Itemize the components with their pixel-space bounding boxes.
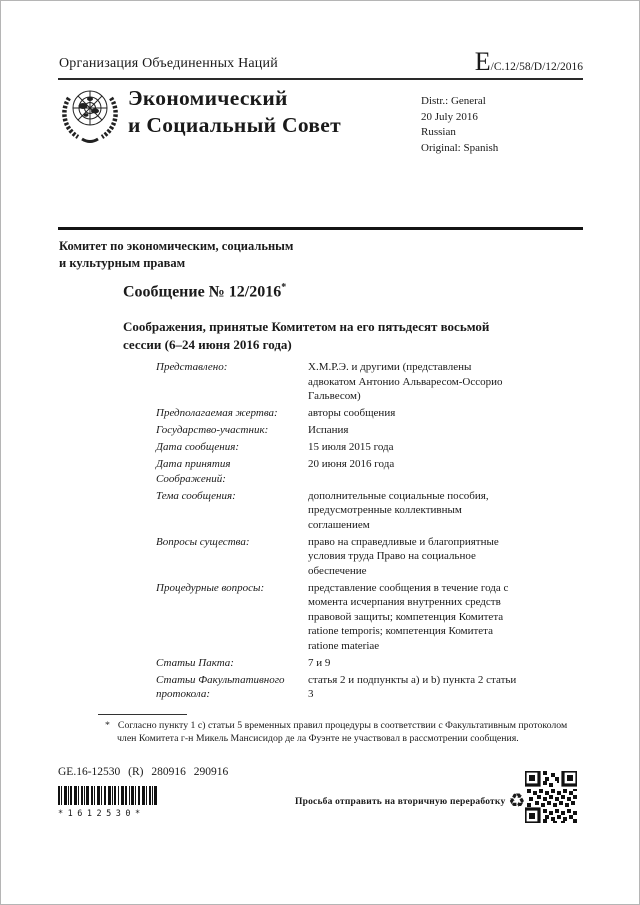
barcode-label: *1612530* (58, 809, 145, 819)
detail-value: авторы сообщения (308, 407, 396, 419)
communication-heading (123, 282, 286, 301)
table-row (156, 440, 576, 455)
recycle-icon: ♻ (508, 790, 526, 812)
detail-label: Представлено: (156, 361, 228, 373)
detail-value: Х.М.Р.Э. и другими (представлены адвокатом Антонио Альваресом-Оссорио Гальвесом) (308, 361, 503, 402)
barcode-bars (58, 786, 158, 805)
table-row (156, 457, 576, 486)
table-row (156, 535, 576, 579)
detail-value: дополнительные социальные пособия, предусмотренные коллективным соглашением (308, 489, 489, 531)
detail-label: Государство-участник: (156, 424, 269, 436)
detail-label: Статьи Пакта: (156, 656, 234, 669)
detail-value: Испания (308, 424, 349, 436)
detail-label: Дата сообщения: (156, 441, 240, 453)
communication-title: Соображения, принятые Комитетом на его пятьдесят восьмой сессии (6–24 июня 2016 года) (123, 319, 490, 352)
table-row (156, 360, 576, 404)
detail-label: Предполагаемая жертва: (156, 407, 278, 419)
distr-type: Distr.: General (421, 95, 486, 107)
detail-label: Вопросы существа: (156, 535, 250, 548)
barcode (58, 786, 158, 819)
footnote-rule (98, 714, 187, 715)
council-title (128, 85, 341, 139)
table-row (156, 656, 576, 671)
detail-value: статья 2 и подпункты a) и b) пункта 2 статьи 3 (308, 673, 517, 700)
footnote (98, 720, 569, 746)
table-row (156, 406, 576, 421)
distr-language: Russian (421, 126, 456, 138)
section-rule (58, 227, 583, 230)
council-title-line1: Экономический (128, 86, 288, 110)
footnote-reference-mark: * (281, 282, 287, 293)
detail-value: право на справедливые и благоприятные условия труда Право на социальное обеспечение (308, 535, 499, 577)
detail-value: 20 июня 2016 года (308, 458, 395, 470)
communication-number: Сообщение № 12/2016 (123, 283, 282, 301)
table-row (156, 581, 576, 654)
header-rule (58, 78, 583, 80)
distribution-block (421, 94, 498, 156)
recycle-text: Просьба отправить на вторичную переработку (295, 796, 506, 807)
document-symbol (475, 47, 583, 77)
footnote-mark: * (105, 720, 110, 731)
detail-label: Тема сообщения: (156, 489, 236, 502)
ge-number: GE.16-12530 (R) 280916 290916 (58, 766, 229, 778)
table-row (156, 489, 576, 533)
detail-value: представление сообщения в течение года с момента исчерпания внутренних средств правовой защиты; компетенция Комитета ratione temporis; компетенция Комитета ratione materiae (308, 581, 509, 652)
detail-value: 7 и 9 (308, 656, 331, 669)
distr-date: 20 July 2016 (421, 110, 478, 123)
symbol-number: /C.12/58/D/12/2016 (490, 61, 583, 73)
un-emblem-icon (57, 83, 123, 152)
committee-line2: и культурным правам (59, 256, 186, 270)
detail-label: Процедурные вопросы: (156, 581, 265, 594)
detail-value: 15 июля 2015 года (308, 441, 394, 453)
distr-original: Original: Spanish (421, 141, 499, 154)
symbol-series-letter: E (474, 47, 491, 76)
case-details-table (156, 360, 576, 704)
committee-name (59, 238, 293, 272)
qr-code-icon (525, 771, 577, 828)
detail-label: Статьи Факультативного протокола: (156, 673, 285, 700)
org-name: Организация Объединенных Наций (59, 56, 278, 71)
council-title-line2: и Социальный Совет (128, 113, 341, 137)
recycle-notice (295, 792, 525, 811)
detail-label: Дата принятия Соображений: (156, 458, 231, 485)
table-row (156, 673, 576, 702)
footnote-text: Согласно пункту 1 с) статьи 5 временных правил процедуры в соответствии с Факультативным протоколом член Комитета г-н Микель Мансисидор де ла Фуэнте не участвовал в рассмотрении сообщения. (117, 720, 568, 744)
committee-line1: Комитет по экономическим, социальным (59, 239, 294, 253)
table-row (156, 423, 576, 438)
